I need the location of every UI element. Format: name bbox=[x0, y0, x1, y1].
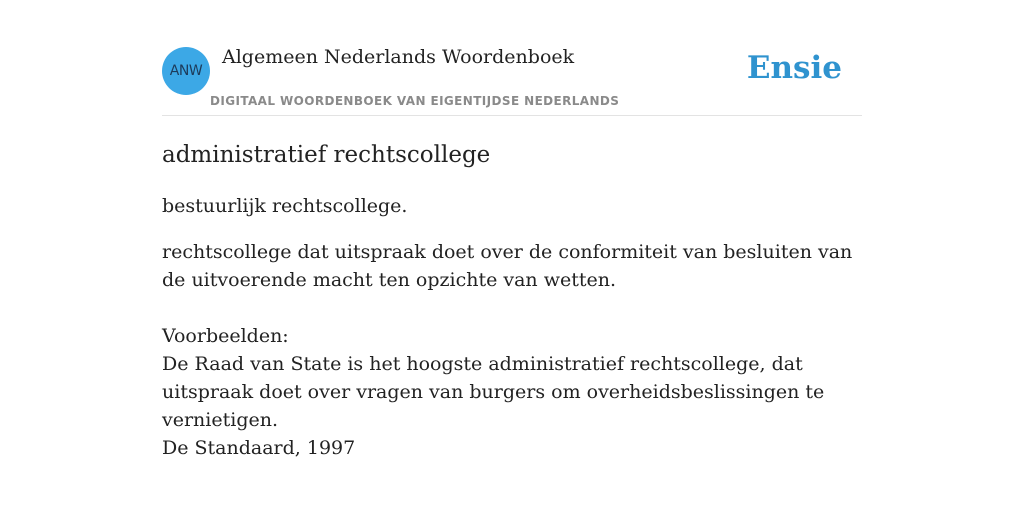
examples-block bbox=[162, 322, 862, 462]
entry-definition: rechtscollege dat uitspraak doet over de conformiteit van besluiten van de uitvoerende macht ten opzichte van wetten. bbox=[162, 241, 853, 291]
site-subtitle: DIGITAAL WOORDENBOEK VAN EIGENTIJDSE NEDERLANDS bbox=[210, 94, 620, 108]
entry-synonym: bestuurlijk rechtscollege. bbox=[162, 195, 408, 217]
site-header bbox=[162, 46, 862, 116]
logo-text: ANW bbox=[169, 63, 203, 79]
header-divider bbox=[162, 115, 862, 116]
examples-label: Voorbeelden: bbox=[162, 325, 289, 347]
example-text: De Raad van State is het hoogste administratief rechtscollege, dat uitspraak doet over vragen van burgers om overheidsbeslissingen te vernietigen. bbox=[162, 353, 825, 431]
site-title[interactable]: Algemeen Nederlands Woordenboek bbox=[222, 46, 575, 68]
example-source: De Standaard, 1997 bbox=[162, 437, 356, 459]
anw-logo[interactable] bbox=[162, 47, 210, 95]
entry-headword: administratief rechtscollege bbox=[162, 142, 491, 168]
entry-content bbox=[162, 140, 862, 462]
ensie-logo[interactable]: Ensie bbox=[746, 50, 842, 86]
